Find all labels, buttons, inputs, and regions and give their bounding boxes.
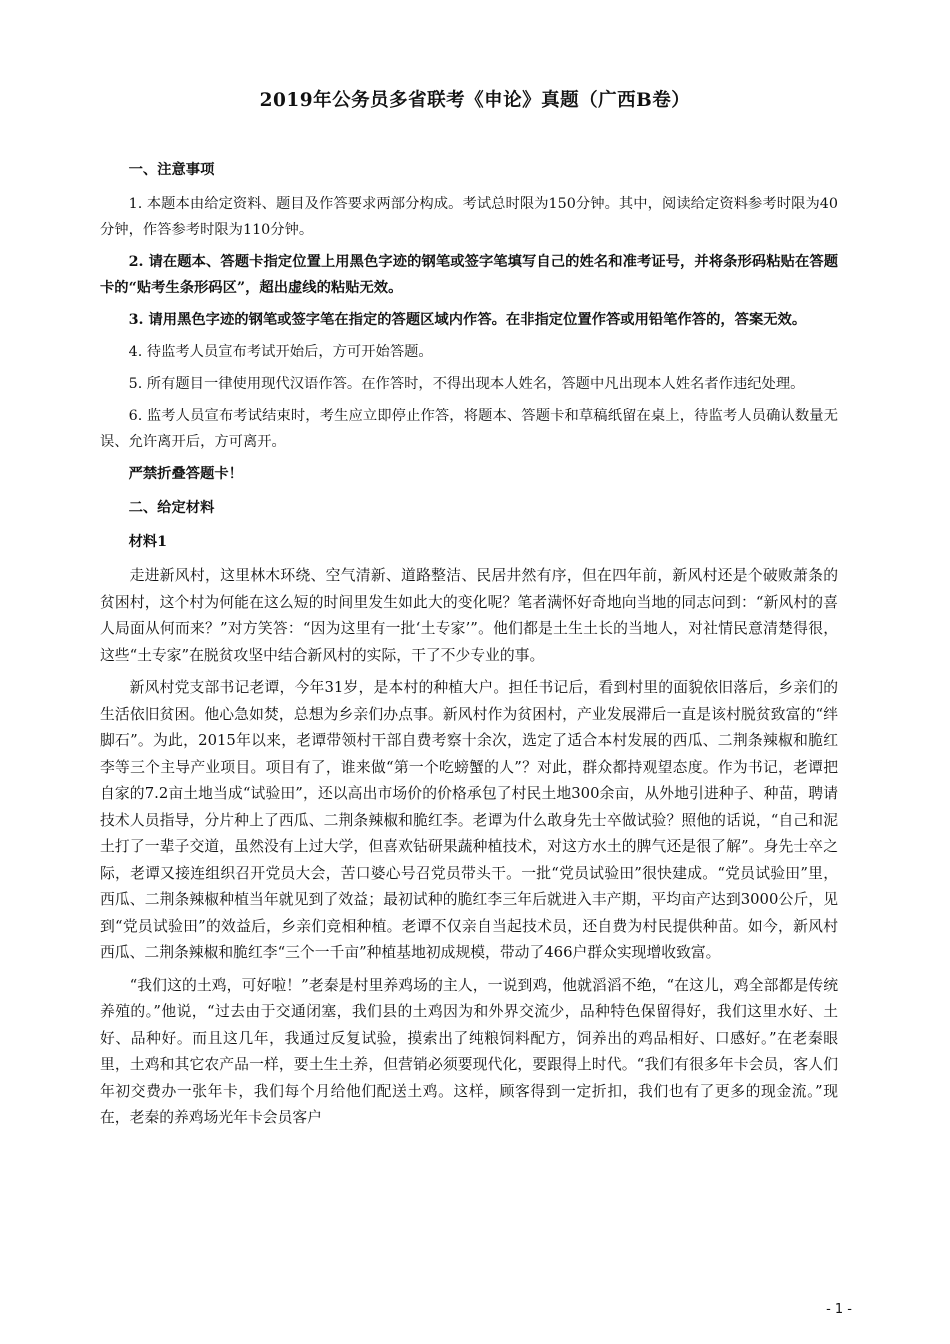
document-body bbox=[100, 157, 838, 1138]
material-paragraph-1: 走进新风村，这里林木环绕、空气清新、道路整洁、民居井然有序，但在四年前，新风村还是个破败萧条的贫困村，这个村为何能在这么短的时间里发生如此大的变化呢？笔者满怀好奇地向当地的同志问到：“新风村的喜人局面从何而来？”对方笑答：“因为这里有一批‘土专家’”。他们都是土生土长的当地人，对社情民意清楚得很，这些“土专家”在脱贫攻坚中结合新风村的实际，干了不少专业的事。 bbox=[100, 567, 838, 664]
note-item-3: 3. 请用黑色字迹的钢笔或签字笔在指定的答题区域内作答。在非指定位置作答或用铅笔作答的，答案无效。 bbox=[128, 312, 807, 328]
note-item-6: 6. 监考人员宣布考试结束时，考生应立即停止作答，将题本、答题卡和草稿纸留在桌上，待监考人员确认数量无误、允许离开后，方可离开。 bbox=[100, 408, 838, 450]
page-number: - 1 - bbox=[826, 1302, 852, 1317]
section-heading-notes: 一、注意事项 bbox=[128, 162, 215, 178]
page-title: 2019年公务员多省联考《申论》真题（广西B卷） bbox=[259, 90, 691, 111]
note-item-5: 5. 所有题目一律使用现代汉语作答。在作答时，不得出现本人姓名，答题中凡出现本人姓名者作违纪处理。 bbox=[128, 376, 805, 392]
material-label: 材料1 bbox=[128, 534, 168, 550]
note-item-1: 1. 本题本由给定资料、题目及作答要求两部分构成。考试总时限为150分钟。其中，阅读给定资料参考时限为40分钟，作答参考时限为110分钟。 bbox=[100, 196, 838, 238]
material-paragraph-2: 新风村党支部书记老谭，今年31岁，是本村的种植大户。担任书记后，看到村里的面貌依旧落后，乡亲们的生活依旧贫困。他心急如焚，总想为乡亲们办点事。新风村作为贫困村，产业发展滞后一直是该村脱贫致富的“绊脚石”。为此，2015年以来，老谭带领村干部自费考察十余次，选定了适合本村发展的西瓜、二荆条辣椒和脆红李等三个主导产业项目。项目有了，谁来做“第一个吃螃蟹的人”？对此，群众都持观望态度。作为书记，老谭把自家的7.2亩土地当成“试验田”，还以高出市场价的价格承包了村民土地300余亩，从外地引进种子、种苗，聘请技术人员指导，分片种上了西瓜、二荆条辣椒和脆红李。老谭为什么敢身先士卒做试验？照他的话说，“自己和泥土打了一辈子交道，虽然没有上过大学，但喜欢钻研果蔬种植技术，对这方水土的脾气还是很了解”。身先士卒之际，老谭又接连组织召开党员大会，苦口婆心号召党员带头干。一批“党员试验田”很快建成。“党员试验田”里，西瓜、二荆条辣椒种植当年就见到了效益；最初试种的脆红李三年后就进入丰产期，平均亩产达到3000公斤，见到“党员试验田”的效益后，乡亲们竞相种植。老谭不仅亲自当起技术员，还自费为村民提供种苗。如今，新风村西瓜、二荆条辣椒和脆红李“三个一千亩”种植基地初成规模，带动了466户群众实现增收致富。 bbox=[100, 679, 838, 961]
material-paragraph-3: “我们这的土鸡，可好啦！”老秦是村里养鸡场的主人，一说到鸡，他就滔滔不绝，“在这儿，鸡全部都是传统养殖的。”他说，“过去由于交通闭塞，我们县的土鸡因为和外界交流少，品种特色保留得好，我们这里水好、土好、品种好。而且这几年，我通过反复试验，摸索出了纯粮饲料配方，饲养出的鸡品相好、口感好。”在老秦眼里，土鸡和其它农产品一样，要土生土养，但营销必须要现代化，要跟得上时代。“我们有很多年卡会员，客人们年初交费办一张年卡，我们每个月给他们配送土鸡。这样，顾客得到一定折扣，我们也有了更多的现金流。”现在，老秦的养鸡场光年卡会员客户 bbox=[100, 976, 838, 1126]
warning-text: 严禁折叠答题卡！ bbox=[128, 466, 243, 482]
section-heading-materials: 二、给定材料 bbox=[128, 500, 215, 516]
note-item-2: 2. 请在题本、答题卡指定位置上用黑色字迹的钢笔或签字笔填写自己的姓名和准考证号，并将条形码粘贴在答题卡的“贴考生条形码区”，超出虚线的粘贴无效。 bbox=[100, 254, 838, 296]
note-item-4: 4. 待监考人员宣布考试开始后，方可开始答题。 bbox=[128, 344, 433, 360]
